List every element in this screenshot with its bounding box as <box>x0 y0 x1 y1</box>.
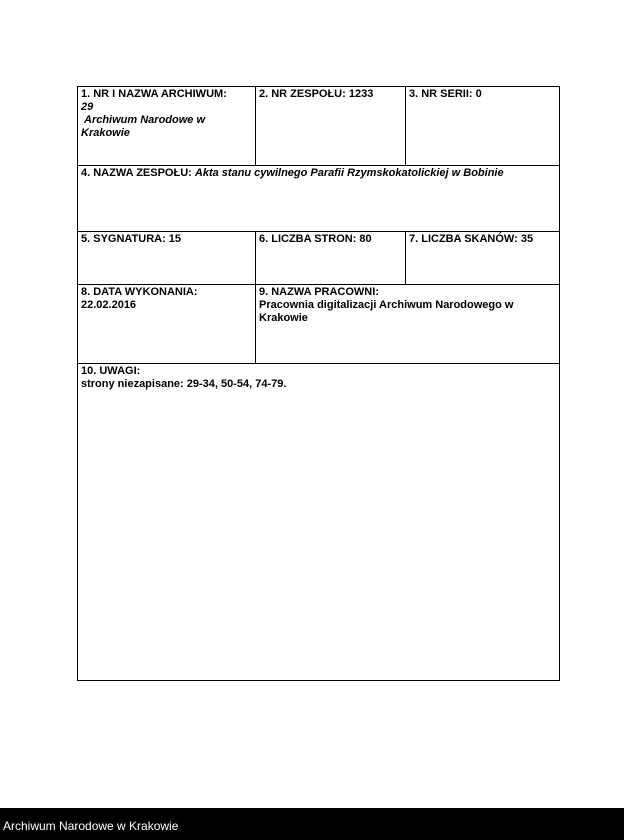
archive-cell <box>78 87 256 166</box>
remarks-value: strony niezapisane: 29-34, 50-54, 74-79. <box>81 378 287 390</box>
fonds-name-label: 4. NAZWA ZESPOŁU: <box>81 167 192 179</box>
date-value: 22.02.2016 <box>81 299 137 311</box>
archive-label: 1. NR I NAZWA ARCHIWUM: <box>81 88 227 100</box>
signature-cell <box>78 232 256 285</box>
fonds-number-cell <box>256 87 406 166</box>
series-number-cell <box>406 87 559 166</box>
archive-number: 29 <box>81 101 94 113</box>
workshop-line2: Krakowie <box>259 312 308 324</box>
archive-city: Krakowie <box>81 127 130 139</box>
archive-name: Archiwum Narodowe w <box>84 114 206 126</box>
series-number-label: 3. NR SERII: 0 <box>409 88 482 100</box>
workshop-line1: Pracownia digitalizacji Archiwum Narodowego w <box>259 299 514 311</box>
workshop-label: 9. NAZWA PRACOWNI: <box>259 286 379 298</box>
remarks-cell <box>78 364 559 680</box>
signature-label: 5. SYGNATURA: 15 <box>81 233 182 245</box>
remarks-label: 10. UWAGI: <box>81 365 141 377</box>
pages-count-label: 6. LICZBA STRON: 80 <box>259 233 372 245</box>
date-cell <box>78 285 256 364</box>
date-label: 8. DATA WYKONANIA: <box>81 286 198 298</box>
fonds-name-cell <box>78 166 559 232</box>
footer-bar <box>0 808 624 840</box>
metadata-form <box>77 86 560 681</box>
fonds-number-label: 2. NR ZESPOŁU: 1233 <box>259 88 374 100</box>
scans-count-label: 7. LICZBA SKANÓW: 35 <box>409 233 534 245</box>
fonds-name-value: Akta stanu cywilnego Parafii Rzymskokatolickiej w Bobinie <box>194 167 504 179</box>
footer-text: Archiwum Narodowe w Krakowie <box>3 819 179 833</box>
workshop-cell <box>256 285 559 364</box>
pages-count-cell <box>256 232 406 285</box>
scans-count-cell <box>406 232 559 285</box>
